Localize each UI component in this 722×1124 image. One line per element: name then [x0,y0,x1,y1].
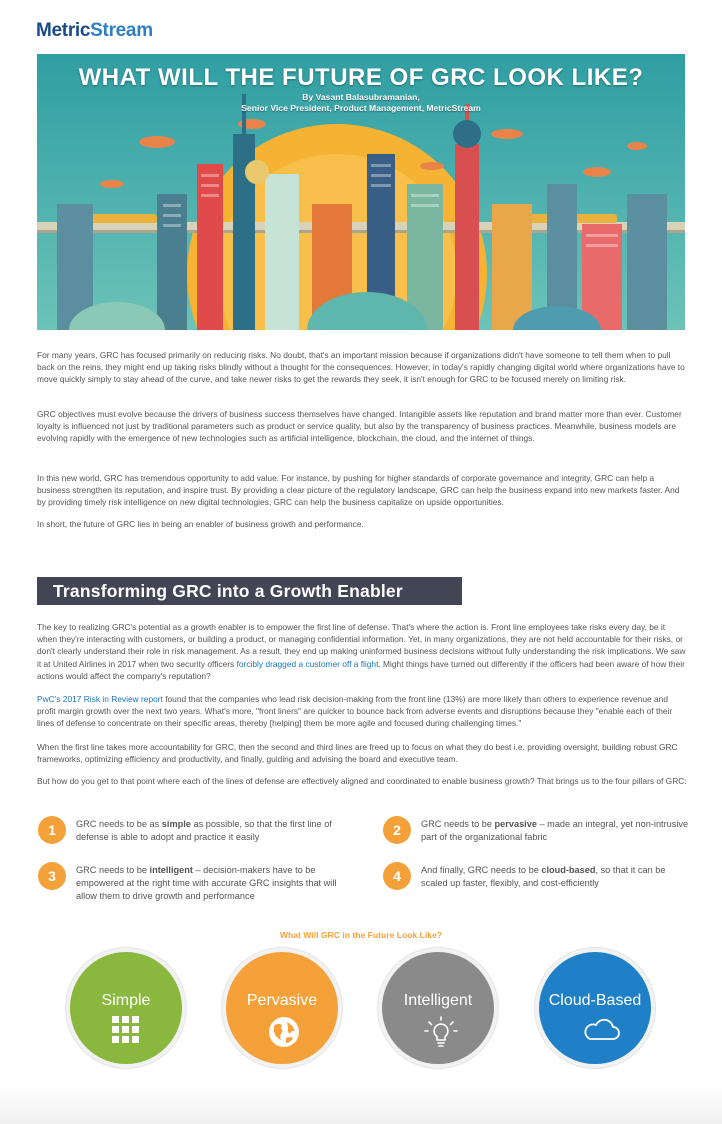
circle-pervasive [222,948,342,1068]
pillar-text [421,818,693,844]
circle-intelligent [378,948,498,1068]
pwc-report-link[interactable]: PwC's 2017 Risk in Review report [37,694,163,704]
pillar-text [76,818,348,844]
pillar-number-badge: 3 [38,862,66,890]
circle-label: Pervasive [246,992,318,1009]
section-paragraph-1-text-a: The key to realizing GRC's potential as a growth enabler is to empower the first line of defense. That's where the action is. Front line employees take risks every day, be it when they're interacting with customers, or building a product, or managing confidential information. Yet, in many organizations, they are not held accountable for their risks, or don't clearly understand their role in risk management. As a result, they end up making uninformed business decisions without fully understanding the risk implications. We saw it at United Airlines in 2017 when two security officers [37,622,686,669]
pillar-text [76,864,348,903]
circle-label: Simple [101,992,151,1009]
section-title: Transforming GRC into a Growth Enabler [53,581,403,601]
circle-simple [66,948,186,1068]
section-paragraph-4: But how do you get to that point where each of the lines of defense are effectively aligned and coordinated to enable business growth? That brings us to the four pillars of GRC: [37,776,687,786]
pillar-keyword: intelligent [149,865,193,875]
cloud-icon [581,1016,621,1042]
united-airlines-link[interactable]: forcibly dragged a customer off a flight [236,658,379,669]
circle-label: Intelligent [403,992,473,1009]
circles-heading: What Will GRC in the Future Look Like? [279,930,443,940]
page-bottom-shade [0,1084,722,1124]
section-paragraph-2-text: found that the companies who lead risk decision-making from the front line (13%) are more likely than others to experience revenue and profit margin growth over the next two years. What's more, "front liners" are quicker to bounce back from adverse events and disruptions because they "enable each of their lines of defense to concentrate on their specific areas, thereby [helping] them be more agile and focused during challenging times." [37,694,673,729]
logo-part-stream: Stream [90,20,153,41]
pillar-keyword: pervasive [494,819,537,829]
pillar-text-pre: GRC needs to be as [76,819,162,829]
pillar-text-pre: GRC needs to be [76,865,150,875]
pillar-text-post: – made an integral, yet non-intrusive part of the organizational fabric [421,819,689,842]
metricstream-logo [36,20,153,42]
intro-paragraph-2: GRC objectives must evolve because the drivers of business success themselves have changed. Intangible assets like reputation and brand matter more than ever. Customer loyalty is influenced not just by traditional parameters such as product or service quality, but also by the transparency of business practices. Meanwhile, business models are evolving rapidly with the emergence of new technologies such as artificial intelligence, blockchain, the cloud, and the internet of things. [37,409,682,444]
circle-label: Cloud-Based [548,992,642,1009]
logo-part-metric: Metric [36,20,91,41]
pillar-text-pre: And finally, GRC needs to be [421,865,542,875]
article-title: WHAT WILL THE FUTURE OF GRC LOOK LIKE? [78,64,644,91]
pillar-text-post: , so that it can be scaled up faster, flexibly, and cost-efficiently [421,865,666,888]
byline-author: By Vasant Balasubramanian, [302,92,420,102]
intro-paragraph-3: In this new world, GRC has tremendous opportunity to add value. For instance, by pushing for higher standards of corporate governance and integrity, GRC can help a business strengthen its reputation, and inspire trust. By providing a clear picture of the regulatory landscape, GRC can help the business expand into new markets faster. And by providing timely risk intelligence on new digital technologies, GRC can help the business capitalize on upside opportunities. [37,473,680,508]
article-byline [37,92,685,114]
pillar-keyword: simple [161,819,191,829]
pillar-number-badge: 2 [383,816,411,844]
section-banner [37,577,462,605]
hero-illustration [37,54,685,330]
circle-cloud-based [535,948,655,1068]
intro-paragraph-1: For many years, GRC has focused primarily on reducing risks. No doubt, that's an important mission because if organizations didn't have someone to tell them when to pull back on the reins, they might end up taking risks blindly without a thought for the consequences. However, in today's rapidly changing digital world where organizations have to move quickly simply to stay ahead of the curve, and take newer risks to get the rewards they seek, it isn't enough for GRC to be focused merely on limiting risk. [37,350,685,385]
pillar-text-pre: GRC needs to be [421,819,495,829]
lightbulb-icon [424,1016,458,1050]
pillar-text-post: as possible, so that the first line of defense is able to adopt and practice it easily [76,819,332,842]
section-paragraph-2 [37,693,687,730]
banner-stripes-decoration [422,577,462,605]
pillar-text-post: – decision-makers have to be empowered at the right time with accurate GRC insights that will allow them to drive growth and performance [76,865,337,901]
grid-icon [112,1016,140,1044]
globe-icon [268,1016,300,1048]
pillar-keyword: cloud-based [541,865,596,875]
section-paragraph-1 [37,621,687,682]
byline-role: Senior Vice President, Product Management, MetricStream [241,103,481,113]
intro-paragraph-4: In short, the future of GRC lies in being an enabler of business growth and performance. [37,519,364,529]
section-paragraph-1-text-b: . Might things have turned out differently if the officers had been aware of how their actions would affect the company's reputation? [37,658,685,681]
pillar-text [421,864,693,890]
pillar-number-badge: 4 [383,862,411,890]
pillar-number-badge: 1 [38,816,66,844]
section-paragraph-3: When the first line takes more accountability for GRC, then the second and third lines are freed up to focus on what they do best i.e. providing oversight, building robust GRC frameworks, optimizing efficiency and productivity, and finally, guiding and advising the board and executive team. [37,742,678,765]
